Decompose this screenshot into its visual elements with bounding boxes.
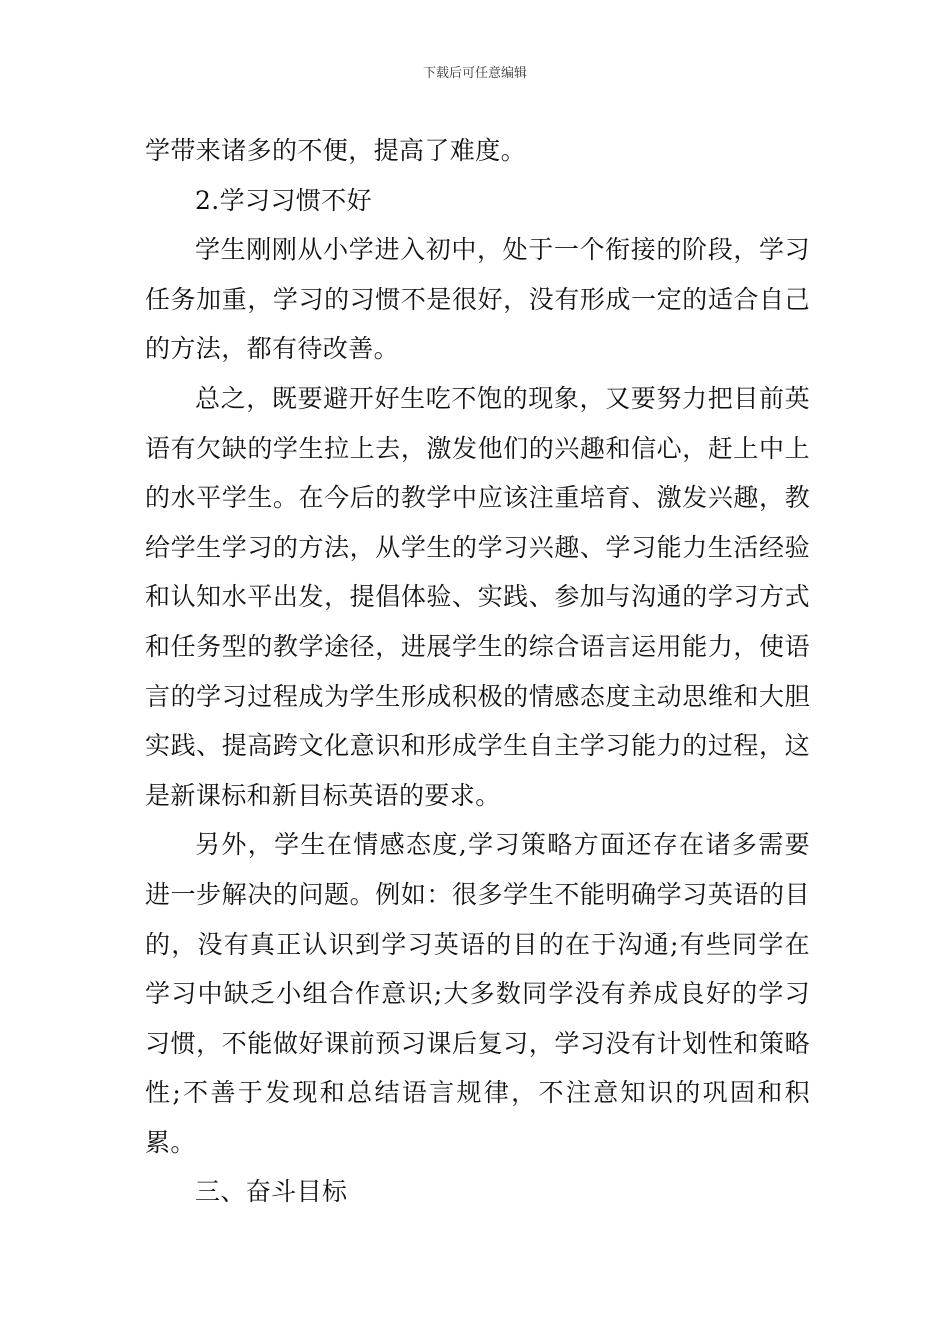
paragraph-additional-issues: 另外，学生在情感态度,学习策略方面还存在诸多需要进一步解决的问题。例如：很多学生不能明确学习英语的目的，没有真正认识到学习英语的目的在于沟通;有些同学在学习中缺乏小组合作意识;大多数同学没有养成良好的学习习惯，不能做好课前预习课后复习，学习没有计划性和策略性;不善于发现和总结语言规律，不注意知识的巩固和积累。 [145, 830, 810, 1157]
page-header: 下载后可任意编辑 [422, 66, 527, 81]
paragraph-continuation: 学带来诸多的不便，提高了难度。 [145, 136, 527, 165]
section-heading-goals: 三、奋斗目标 [195, 1177, 348, 1207]
paragraph-summary: 总之，既要避开好生吃不饱的现象，又要努力把目前英语有欠缺的学生拉上去，激发他们的兴趣和信心，赶上中上的水平学生。在今后的教学中应该注重培育、激发兴趣，教给学生学习的方法，从学生的学习兴趣、学习能力生活经验和认知水平出发，提倡体验、实践、参加与沟通的学习方式和任务型的教学途径，进展学生的综合语言运用能力，使语言的学习过程成为学生形成积极的情感态度主动思维和大胆实践、提高跨文化意识和形成学生自主学习能力的过程，这是新课标和新目标英语的要求。 [145, 383, 810, 810]
paragraph-study-habits: 学生刚刚从小学进入初中，处于一个衔接的阶段，学习任务加重，学习的习惯不是很好，没有形成一定的适合自己的方法，都有待改善。 [145, 235, 810, 364]
document-body [145, 126, 810, 1217]
section-heading-study-habits: 2.学习习惯不好 [195, 185, 373, 215]
